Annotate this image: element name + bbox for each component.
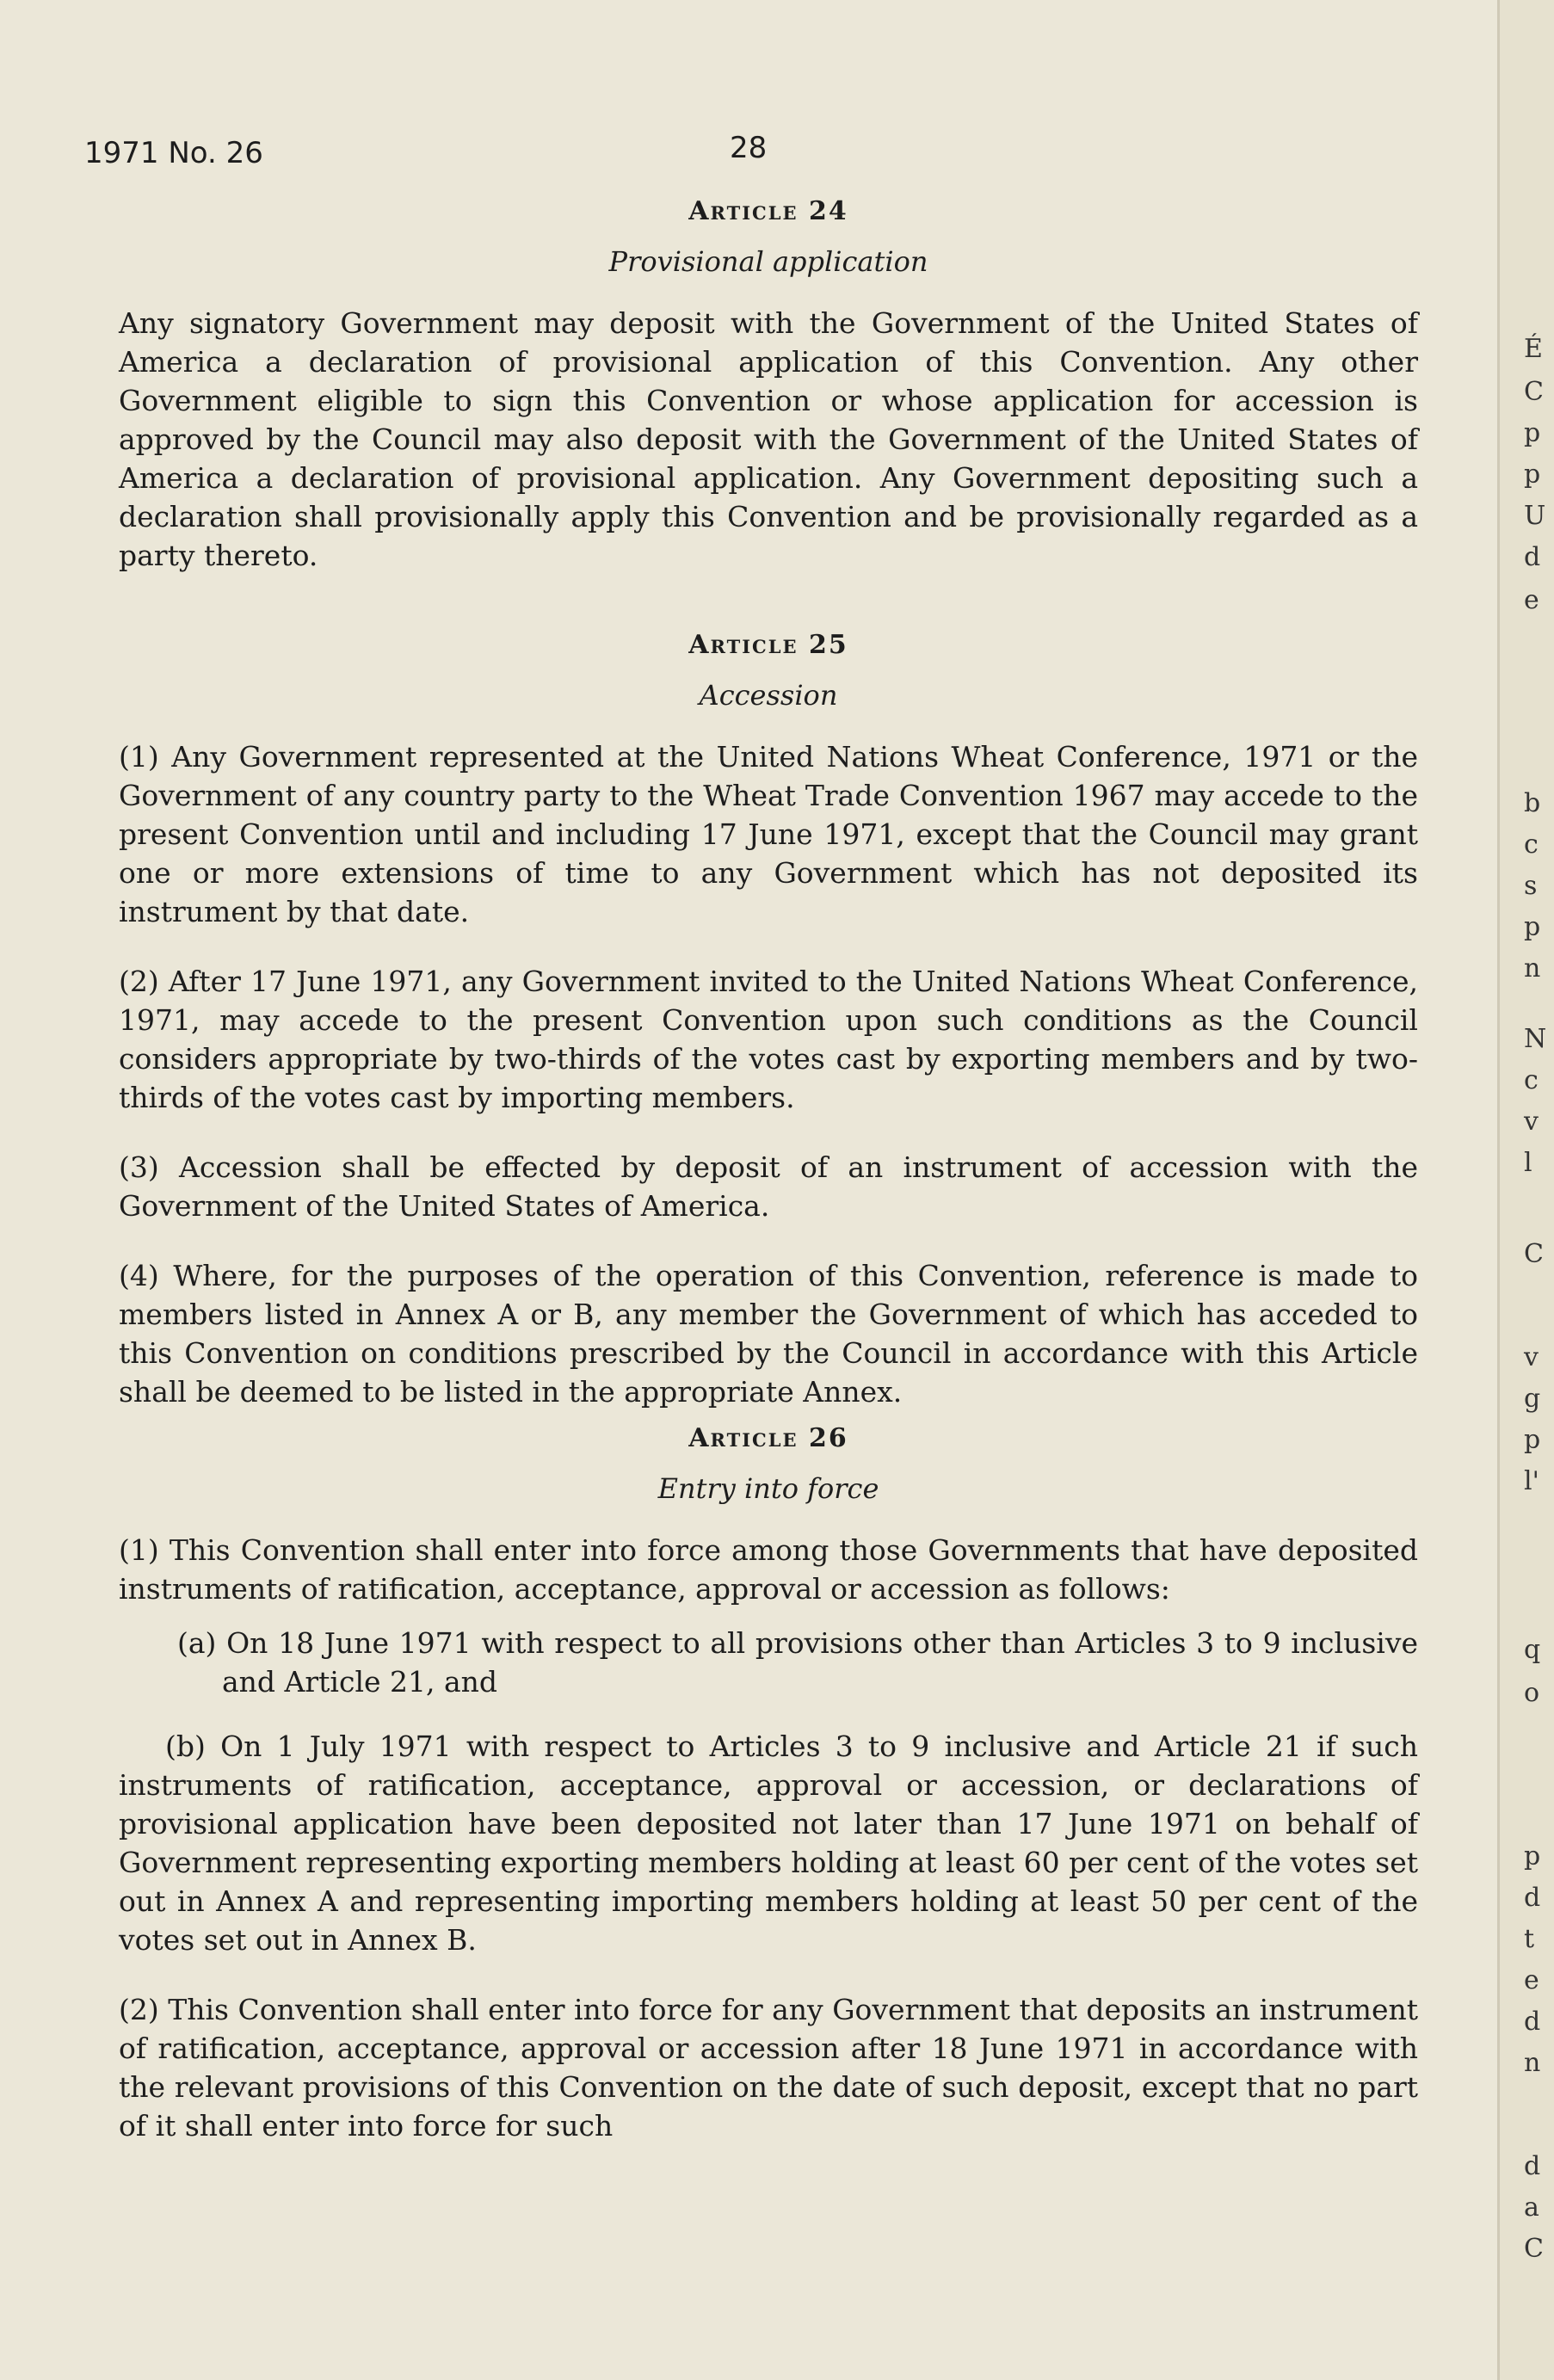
article-26 [119,1423,1418,2145]
facing-page-letter: o [1524,1678,1540,1708]
page-number: 28 [730,131,768,165]
facing-page-letter: p [1524,459,1541,490]
facing-page-letter: C [1524,1239,1544,1269]
facing-page-letter: n [1524,2048,1541,2078]
facing-page-letter: b [1524,788,1541,818]
article-paragraph: Any signatory Government may deposit with the Government of the United States of America a declaration of provisional application of this Convention. Any other Government eligible to sign this Convention or whose application for accession is approved by the Council may also deposit with the Government of the United States of America a declaration of provisional application. Any Government depositing such a declaration shall provisionally apply this Convention and be provisionally regarded as a party thereto. [119,306,1418,572]
sub-clause-a: (a) On 18 June 1971 with respect to all provisions other than Articles 3 to 9 inclusive and Article 21, and [177,1626,1418,1699]
article-title: Entry into force [657,1472,879,1505]
facing-page-letter: É [1524,334,1543,364]
article-heading: Article 24 [688,196,848,226]
facing-page-letter: d [1524,2151,1541,2181]
facing-page-letter: d [1524,1883,1541,1913]
article-paragraph: (2) After 17 June 1971, any Government invited to the United Nations Wheat Conference, 1971, may accede to the present Convention upon such conditions as the Council considers appropriate by two-thirds of the votes cast by exporting members and by two-thirds of the votes cast by importing members. [119,965,1418,1114]
facing-page-letter: v [1524,1342,1539,1372]
facing-page-letter: e [1524,585,1539,615]
sub-clause-b: (b) On 1 July 1971 with respect to Articles 3 to 9 inclusive and Article 21 if such instruments of ratification, acceptance, approval or accession, or declarations of provisional application have been deposited not later than 17 June 1971 on behalf of Government representing exporting members holding at least 60 per cent of the votes set out in Annex A and representing importing members holding at least 50 per cent of the votes set out in Annex B. [119,1730,1418,1957]
article-24 [119,196,1418,575]
facing-page-letter: C [1524,2234,1544,2264]
facing-page-letter: t [1524,1924,1535,1954]
article-paragraph: (1) Any Government represented at the United Nations Wheat Conference, 1971 or the Government of any country party to the Wheat Trade Convention 1967 may accede to the present Convention until and including 17 June 1971, except that the Council may grant one or more extensions of time to any Government which has not deposited its instrument by that date. [119,740,1418,928]
facing-page-letter: C [1524,377,1544,407]
article-paragraph: (2) This Convention shall enter into force for any Government that deposits an instrument of ratification, acceptance, approval or accession after 18 June 1971 in accordance with the relevant provisions of this Convention on the date of such deposit, except that no part of it shall enter into force for such [119,1993,1418,2143]
facing-page-letter: q [1524,1635,1541,1665]
article-paragraph: (4) Where, for the purposes of the operation of this Convention, reference is made to members listed in Annex A or B, any member the Government of which has acceded to this Convention on conditions prescribed by the Council in accordance with this Article shall be deemed to be listed in the appropriate Annex. [119,1259,1418,1409]
article-heading: Article 26 [688,1423,848,1453]
facing-page-letter: d [1524,2007,1541,2037]
article-heading: Article 25 [688,630,848,660]
facing-page-letter: g [1524,1384,1541,1414]
facing-page-letter: p [1524,1841,1541,1871]
facing-page-letter: c [1524,829,1539,860]
article-title: Accession [699,679,838,712]
facing-page-letter: l' [1524,1466,1539,1496]
facing-page-letter: v [1524,1107,1539,1137]
page-content [119,196,1418,2176]
year-and-number: 1971 No. 26 [84,136,263,170]
facing-page-letter: d [1524,542,1541,572]
facing-page-letter: p [1524,1425,1541,1455]
article-title: Provisional application [608,245,928,278]
facing-page-edge [1497,0,1554,2380]
facing-page-letter: a [1524,2192,1539,2223]
facing-page-letter: l [1524,1148,1532,1178]
facing-page-letter: n [1524,953,1541,983]
facing-page-letter: U [1524,501,1546,531]
facing-page-letter: e [1524,1965,1539,1995]
article-paragraph: (3) Accession shall be effected by deposit of an instrument of accession with the Government of the United States of America. [119,1150,1418,1223]
facing-page-letter: s [1524,871,1538,901]
page-header [84,131,1427,179]
facing-page-letter: N [1524,1024,1547,1054]
facing-page-letter: p [1524,418,1541,448]
facing-page-letter: p [1524,912,1541,942]
article-25 [119,630,1418,1411]
facing-page-letter: c [1524,1065,1539,1095]
article-paragraph: (1) This Convention shall enter into force among those Governments that have deposited instruments of ratification, acceptance, approval or accession as follows: [119,1533,1418,1606]
